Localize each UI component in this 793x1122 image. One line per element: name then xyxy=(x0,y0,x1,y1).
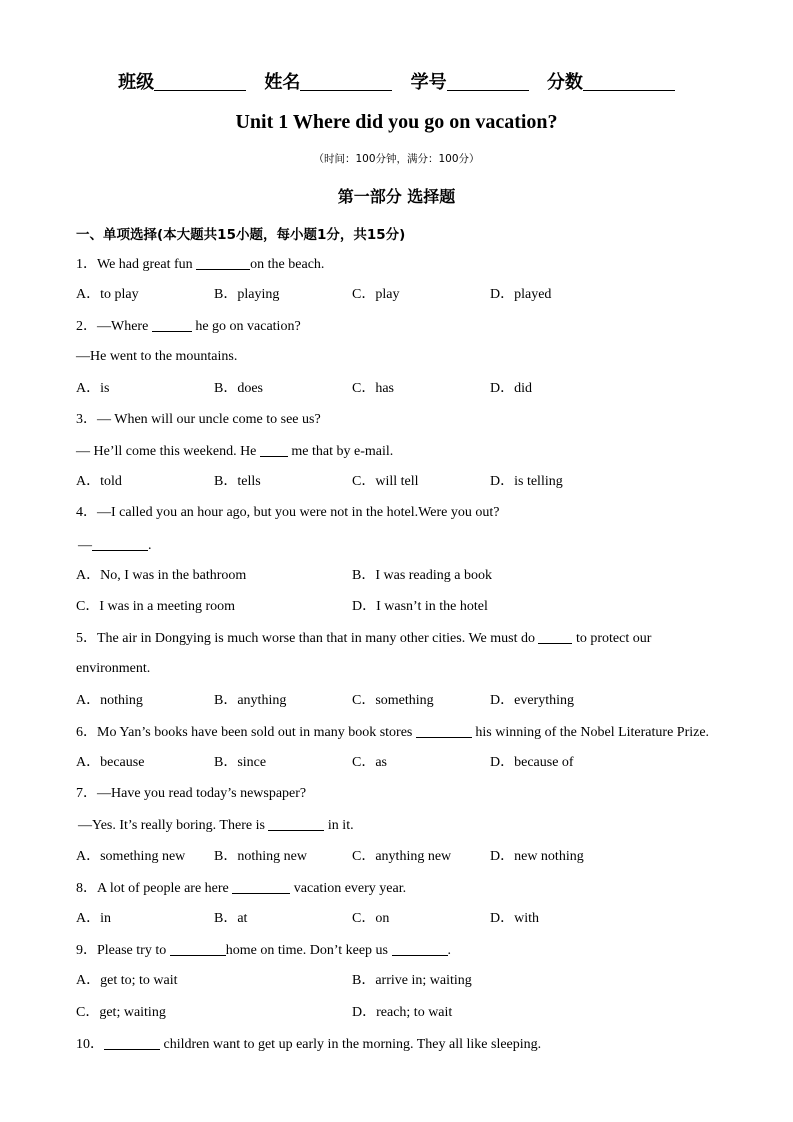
q1-option-a[interactable]: A．to play xyxy=(76,287,139,302)
answer-blank[interactable] xyxy=(538,629,572,644)
score-blank[interactable] xyxy=(583,72,675,91)
question-3: 3．— When will our uncle come to see us? xyxy=(76,412,321,427)
q8-option-c[interactable]: C．on xyxy=(352,911,390,926)
question-text: his winning of the Nobel Literature Prize. xyxy=(471,725,710,740)
part-title: 第一部分 选择题 xyxy=(337,187,456,206)
q6-option-d[interactable]: D．because of xyxy=(490,755,574,770)
q7-option-d[interactable]: D．new nothing xyxy=(490,849,584,864)
answer-blank[interactable] xyxy=(260,442,288,457)
q1-option-c[interactable]: C．play xyxy=(352,287,400,302)
question-2-reply: —He went to the mountains. xyxy=(76,349,238,364)
question-text: 1．We had great fun xyxy=(76,257,197,272)
exam-time-note: （时间：100分钟，满分：100分） xyxy=(313,153,480,165)
question-text: — He’ll come this weekend. He xyxy=(76,444,260,459)
q1-option-d[interactable]: D．played xyxy=(490,287,552,302)
q9-option-b[interactable]: B．arrive in; waiting xyxy=(352,973,472,988)
q3-option-d[interactable]: D．is telling xyxy=(490,474,563,489)
answer-blank[interactable] xyxy=(416,723,472,738)
q7-option-a[interactable]: A．something new xyxy=(76,849,186,864)
q4-option-d[interactable]: D．I wasn’t in the hotel xyxy=(352,599,488,614)
answer-blank[interactable] xyxy=(196,255,250,270)
answer-blank[interactable] xyxy=(232,879,290,894)
q4-option-b[interactable]: B．I was reading a book xyxy=(352,568,492,583)
class-field xyxy=(118,68,246,94)
q5-option-d[interactable]: D．everything xyxy=(490,693,574,708)
q3-option-b[interactable]: B．tells xyxy=(214,474,261,489)
q9-option-a[interactable]: A．get to; to wait xyxy=(76,973,178,988)
name-label: 姓名 xyxy=(264,72,301,93)
name-blank[interactable] xyxy=(300,72,392,91)
question-7-reply xyxy=(78,816,354,835)
q9-option-c[interactable]: C．get; waiting xyxy=(76,1005,166,1020)
question-text: 2．—Where xyxy=(76,319,152,334)
question-text: . xyxy=(447,943,451,958)
q9-option-d[interactable]: D．reach; to wait xyxy=(352,1005,453,1020)
answer-blank[interactable] xyxy=(170,941,226,956)
question-2 xyxy=(76,317,301,336)
question-9 xyxy=(76,941,451,960)
question-3-reply xyxy=(76,442,393,461)
question-1 xyxy=(76,255,324,274)
question-text: home on time. Don’t keep us xyxy=(225,943,392,958)
question-text: . xyxy=(148,538,152,553)
student-info-line xyxy=(0,68,793,94)
question-text: children want to get up early in the morning. They all like sleeping. xyxy=(160,1037,542,1052)
question-text: me that by e-mail. xyxy=(287,444,394,459)
question-text: —Yes. It’s really boring. There is xyxy=(78,818,269,833)
answer-blank[interactable] xyxy=(152,317,192,332)
id-blank[interactable] xyxy=(447,72,529,91)
question-8 xyxy=(76,879,406,898)
question-text: 5．The air in Dongying is much worse than that in many other cities. We must do xyxy=(76,631,539,646)
q3-option-a[interactable]: A．told xyxy=(76,474,122,489)
q5-option-c[interactable]: C．something xyxy=(352,693,434,708)
question-text: 10． xyxy=(76,1037,104,1052)
question-text: 6．Mo Yan’s books have been sold out in many book stores xyxy=(76,725,416,740)
class-label: 班级 xyxy=(118,72,155,93)
answer-blank[interactable] xyxy=(104,1035,160,1050)
score-label: 分数 xyxy=(546,72,583,93)
q2-option-b[interactable]: B．does xyxy=(214,381,263,396)
q7-option-b[interactable]: B．nothing new xyxy=(214,849,307,864)
q8-option-b[interactable]: B．at xyxy=(214,911,248,926)
q6-option-a[interactable]: A．because xyxy=(76,755,145,770)
class-blank[interactable] xyxy=(154,72,246,91)
q2-option-d[interactable]: D．did xyxy=(490,381,532,396)
q4-option-a[interactable]: A．No, I was in the bathroom xyxy=(76,568,247,583)
q1-option-b[interactable]: B．playing xyxy=(214,287,280,302)
q6-option-b[interactable]: B．since xyxy=(214,755,267,770)
question-text: on the beach. xyxy=(250,257,325,272)
section-title: 一、单项选择(本大题共15小题，每小题1分，共15分) xyxy=(76,227,406,243)
question-text: 8．A lot of people are here xyxy=(76,881,233,896)
question-4: 4．—I called you an hour ago, but you were not in the hotel.Were you out? xyxy=(76,505,500,520)
q2-option-a[interactable]: A．is xyxy=(76,381,110,396)
q3-option-c[interactable]: C．will tell xyxy=(352,474,419,489)
question-5 xyxy=(76,629,651,648)
question-7: 7．—Have you read today’s newspaper? xyxy=(76,786,307,801)
q8-option-a[interactable]: A．in xyxy=(76,911,111,926)
answer-blank[interactable] xyxy=(392,941,448,956)
name-field xyxy=(264,68,392,94)
q2-option-c[interactable]: C．has xyxy=(352,381,394,396)
id-field xyxy=(411,68,529,94)
question-text: 9．Please try to xyxy=(76,943,170,958)
q4-option-c[interactable]: C．I was in a meeting room xyxy=(76,599,236,614)
question-text: he go on vacation? xyxy=(191,319,301,334)
score-field xyxy=(547,68,675,94)
answer-blank[interactable] xyxy=(92,536,148,551)
q5-option-b[interactable]: B．anything xyxy=(214,693,287,708)
page-title: Unit 1 Where did you go on vacation? xyxy=(235,111,558,133)
answer-blank[interactable] xyxy=(268,816,324,831)
question-text: in it. xyxy=(324,818,354,833)
id-label: 学号 xyxy=(410,72,447,93)
question-text: — xyxy=(78,538,92,553)
question-6 xyxy=(76,723,709,742)
q8-option-d[interactable]: D．with xyxy=(490,911,539,926)
q5-option-a[interactable]: A．nothing xyxy=(76,693,143,708)
question-4-reply xyxy=(78,536,152,555)
question-text: vacation every year. xyxy=(290,881,407,896)
q7-option-c[interactable]: C．anything new xyxy=(352,849,452,864)
q6-option-c[interactable]: C．as xyxy=(352,755,387,770)
question-10 xyxy=(76,1035,541,1054)
question-text: to protect our xyxy=(572,631,652,646)
question-5-continued: environment. xyxy=(76,661,151,676)
